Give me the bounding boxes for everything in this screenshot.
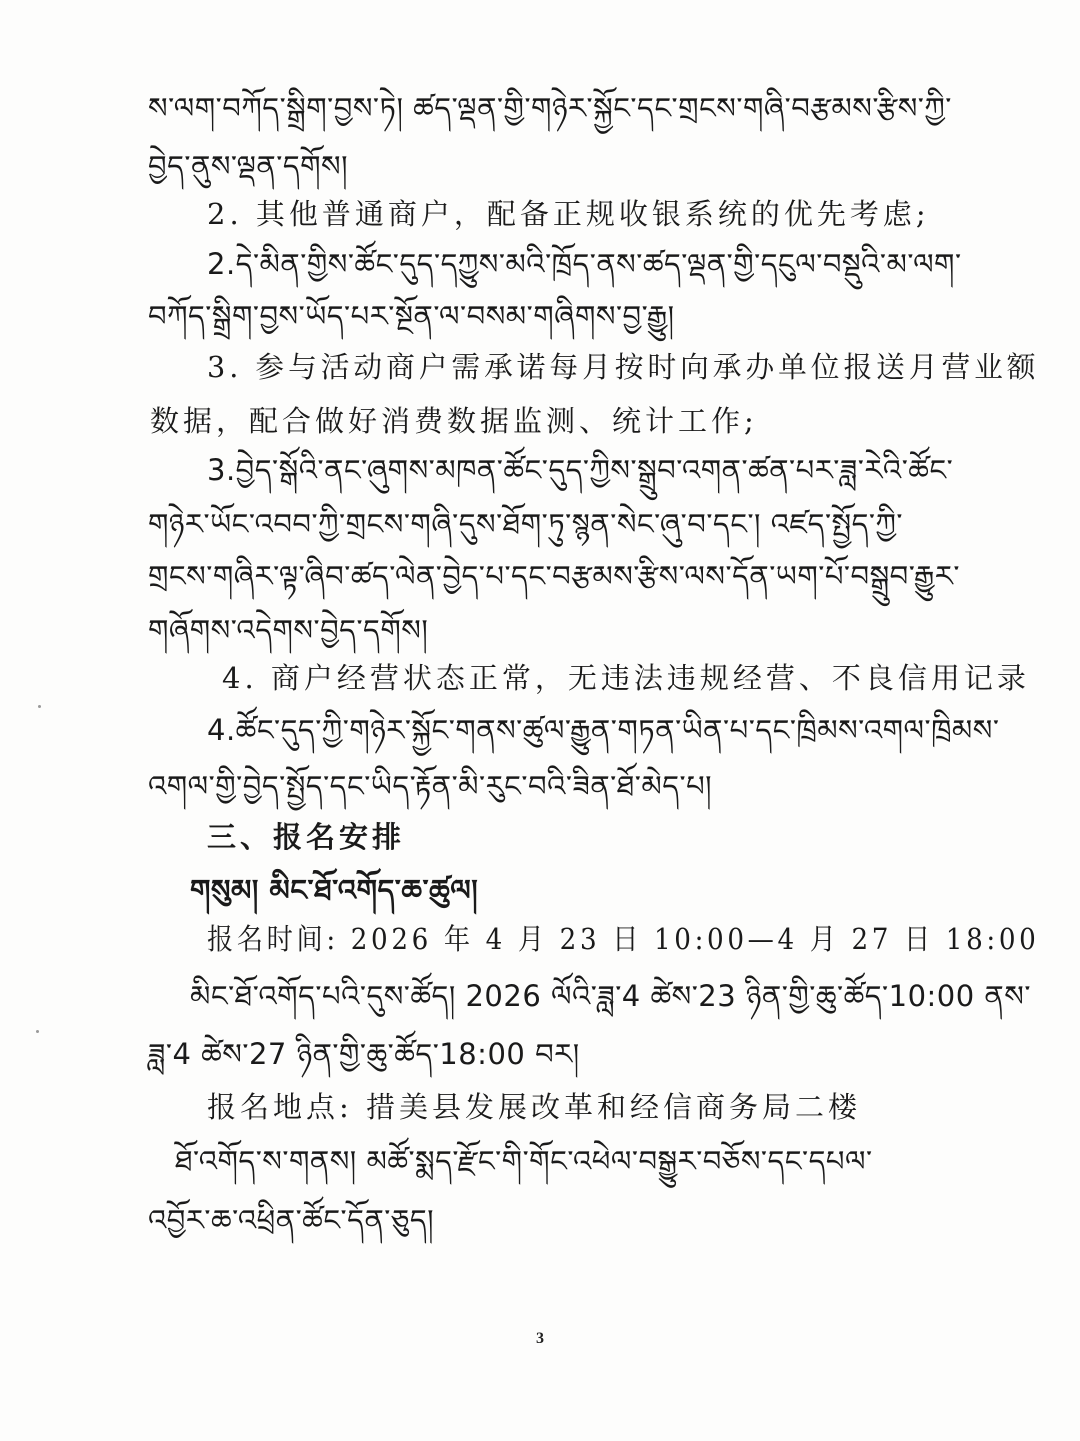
- tibetan-text-line: གཞོགས་འདེགས་བྱེད་དགོས།: [148, 613, 429, 647]
- tibetan-text-line: ཐོ་འགོད་ས་གནས། མཚོ་སྨད་རྫོང་གི་གོང་འཕེལ་བསྒྱུར་བཅོས་དང་དཔལ་: [175, 1144, 873, 1178]
- tibetan-text-line: བྱེད་ནུས་ལྡན་དགོས།: [148, 149, 349, 183]
- chinese-text-line: 4. 商户经营状态正常，无违法违规经营、不良信用记录: [222, 661, 1030, 695]
- chinese-text-line: 3. 参与活动商户需承诺每月按时向承办单位报送月营业额: [207, 350, 1040, 384]
- section-heading-tibetan: གསུམ། མིང་ཐོ་འགོད་ཆ་ཚུལ།: [190, 873, 479, 907]
- tibetan-text-line: 3.བྱེད་སྒོའི་ནང་ཞུགས་མཁན་ཚོང་དུད་ཀྱིས་སྒྲུབ་འགན་ཚན་པར་ཟླ་རེའི་ཚོང་: [207, 453, 954, 487]
- tibetan-text-line: གྲངས་གཞིར་ལྟ་ཞིབ་ཚད་ལེན་བྱེད་པ་དང་བརྩམས་རྩིས་ལས་དོན་ཡག་པོ་བསྒྲུབ་རྒྱུར་: [148, 559, 960, 593]
- page-number: 3: [536, 1330, 544, 1347]
- chinese-text-line: 2. 其他普通商户，配备正规收银系统的优先考虑;: [207, 197, 930, 231]
- tibetan-text-line: འགལ་གྱི་བྱེད་སྤྱོད་དང་ཡིད་རྟོན་མི་རུང་བའི་ཟིན་ཐོ་མེད་པ།: [148, 769, 713, 803]
- tibetan-text-line: བཀོད་སྒྲིག་བྱས་ཡོད་པར་སྔོན་ལ་བསམ་གཞིགས་བྱ་རྒྱུ།: [148, 299, 675, 333]
- tibetan-text-line: 4.ཚོང་དུད་ཀྱི་གཉེར་སྐྱོང་གནས་ཚུལ་རྒྱུན་གཏན་ཡིན་པ་དང་ཁྲིམས་འགལ་ཁྲིམས་: [207, 713, 1000, 747]
- section-heading: 三、报名安排: [207, 820, 406, 854]
- tibetan-text-line: 2.དེ་མིན་གྱིས་ཚོང་དུད་དཀྱུས་མའི་ཁྲོད་ནས་ཚད་ལྡན་གྱི་དངུལ་བསྡུའི་མ་ལག་: [207, 247, 962, 281]
- chinese-text-line: 数据，配合做好消费数据监测、统计工作;: [150, 404, 758, 438]
- tibetan-text-line: ས་ལག་བཀོད་སྒྲིག་བྱས་ཏེ། ཚད་ལྡན་གྱི་གཉེར་སྐྱོང་དང་གྲངས་གཞི་བརྩམས་རྩིས་ཀྱི་: [148, 91, 952, 125]
- tibetan-text-line: གཉེར་ཡོང་འབབ་ཀྱི་གྲངས་གཞི་དུས་ཐོག་ཏུ་སྙན་སེང་ཞུ་བ་དང་། འཛད་སྤྱོད་ཀྱི་: [148, 507, 903, 541]
- chinese-text-line: 报名时间: 2026 年 4 月 23 日 10:00—4 月 27 日 18:00: [207, 922, 1040, 956]
- chinese-text-line: 报名地点: 措美县发展改革和经信商务局二楼: [207, 1090, 861, 1124]
- scan-speck: [38, 705, 41, 708]
- tibetan-text-line: མིང་ཐོ་འགོད་པའི་དུས་ཚོད། 2026 ལོའི་ཟླ་4 ཚེས་23 ཉིན་གྱི་ཆུ་ཚོད་10:00 ནས་: [190, 979, 1031, 1013]
- tibetan-text-line: ཟླ་4 ཚེས་27 ཉིན་གྱི་ཆུ་ཚོད་18:00 བར།: [148, 1037, 580, 1071]
- scan-speck: [36, 1030, 39, 1033]
- tibetan-text-line: འབྱོར་ཆ་འཕྲིན་ཚོང་དོན་ཅུད།: [148, 1203, 435, 1237]
